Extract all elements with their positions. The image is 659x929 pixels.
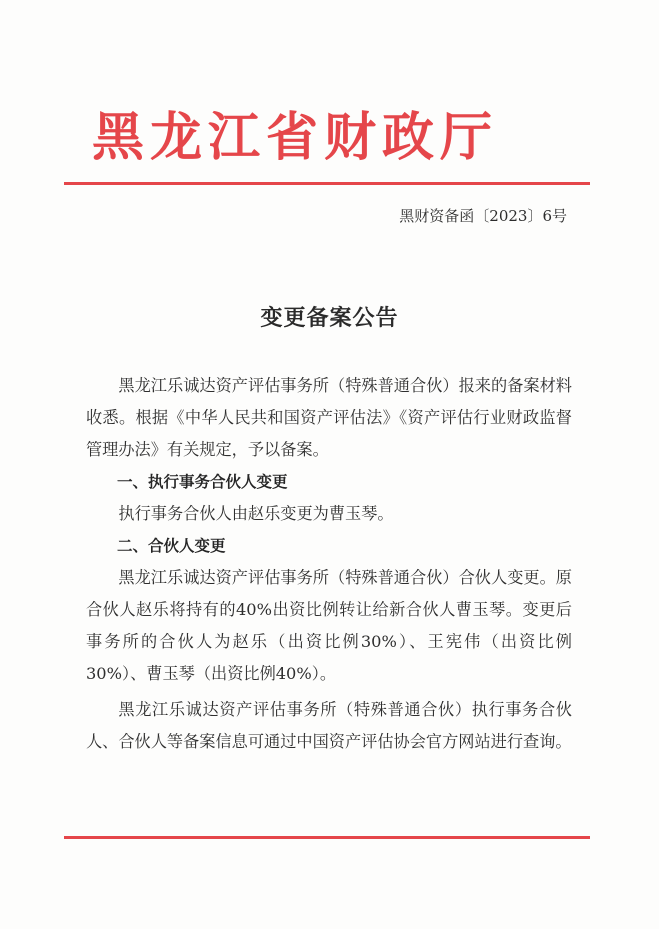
- letterhead-divider: [64, 182, 590, 185]
- notice-title: 变更备案公告: [260, 305, 399, 331]
- document-number: 黑财资备函〔2023〕6号: [399, 207, 567, 225]
- notice-body: [86, 370, 572, 758]
- section-1-heading: 一、执行事务合伙人变更: [117, 473, 288, 491]
- closing-paragraph: 黑龙江乐诚达资产评估事务所（特殊普通合伙）执行事务合伙人、合伙人等备案信息可通过中国资产评估协会官方网站进行查询。: [86, 700, 572, 751]
- section-2-heading: 二、合伙人变更: [117, 537, 226, 555]
- section-1-text: 执行事务合伙人由赵乐变更为曹玉琴。: [118, 504, 394, 523]
- intro-paragraph: 黑龙江乐诚达资产评估事务所（特殊普通合伙）报来的备案材料收悉。根据《中华人民共和国资产评估法》《资产评估行业财政监督管理办法》有关规定，予以备案。: [86, 376, 572, 459]
- section-2-text: 黑龙江乐诚达资产评估事务所（特殊普通合伙）合伙人变更。原合伙人赵乐将持有的40%出资比例转让给新合伙人曹玉琴。变更后事务所的合伙人为赵乐（出资比例30%）、王宪伟（出资比例30%）、曹玉琴（出资比例40%）。: [86, 568, 572, 683]
- footer-divider: [64, 836, 590, 839]
- agency-letterhead-title: 黑龙江省财政厅: [92, 107, 499, 168]
